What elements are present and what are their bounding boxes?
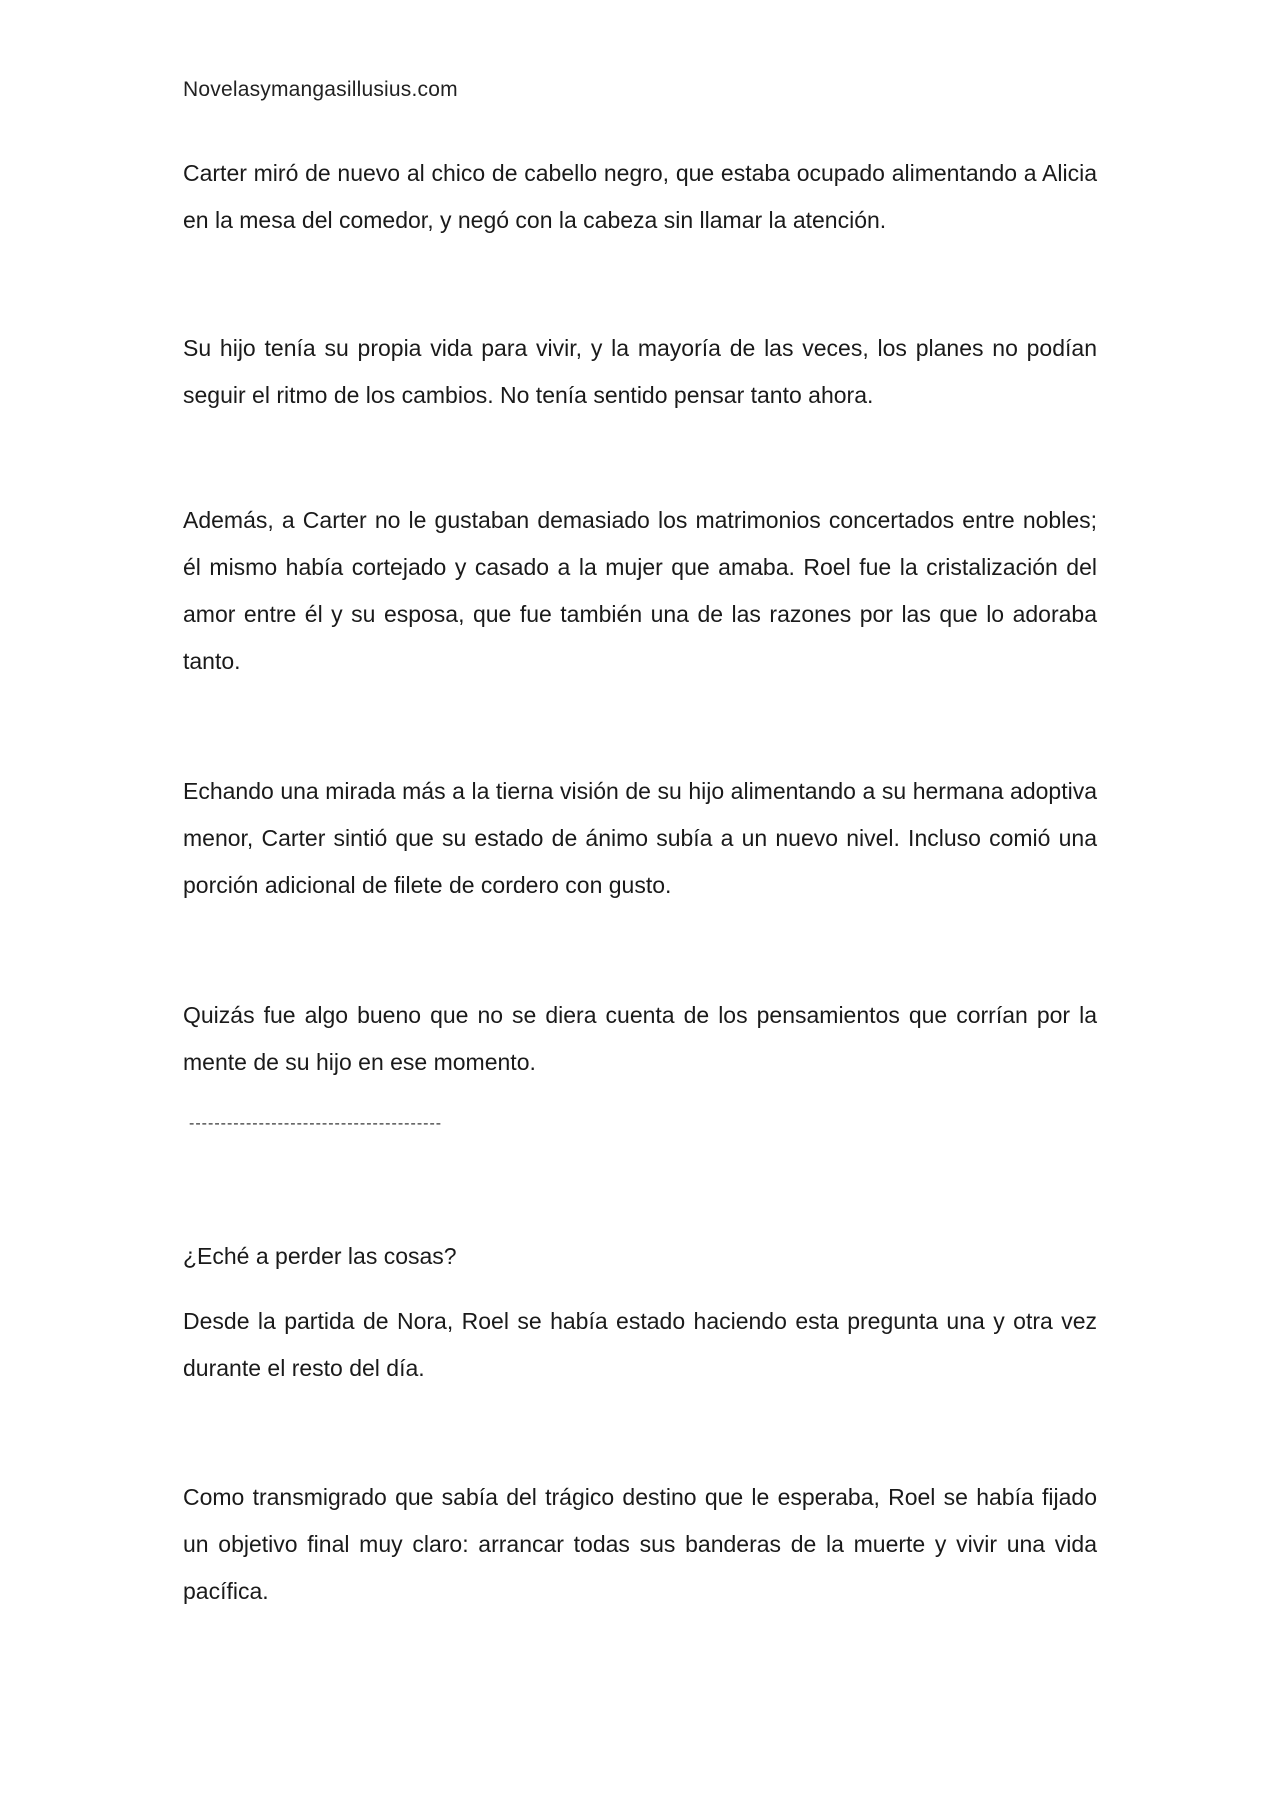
paragraph-3: Además, a Carter no le gustaban demasiado los matrimonios concertados entre nobles; él mismo había cortejado y casado a la mujer que amaba. Roel fue la cristalización del amor entre él y su esposa, que fue también una de las razones por las que lo adoraba tanto. xyxy=(183,507,1097,674)
site-header: Novelasymangasillusius.com xyxy=(183,78,458,101)
paragraph-8: Como transmigrado que sabía del trágico destino que le esperaba, Roel se había fijado un objetivo final muy claro: arrancar todas sus banderas de la muerte y vivir una vida pacífica. xyxy=(183,1484,1097,1604)
paragraph-4: Echando una mirada más a la tierna visión de su hijo alimentando a su hermana adoptiva menor, Carter sintió que su estado de ánimo subía a un nuevo nivel. Incluso comió una porción adicional de filete de cordero con gusto. xyxy=(183,778,1097,898)
paragraph-7: Desde la partida de Nora, Roel se había estado haciendo esta pregunta una y otra vez durante el resto del día. xyxy=(183,1308,1097,1381)
paragraph-5: Quizás fue algo bueno que no se diera cuenta de los pensamientos que corrían por la mente de su hijo en ese momento. xyxy=(183,1002,1097,1075)
paragraph-6: ¿Eché a perder las cosas? xyxy=(183,1243,457,1269)
paragraph-2: Su hijo tenía su propia vida para vivir, y la mayoría de las veces, los planes no podían seguir el ritmo de los cambios. No tenía sentido pensar tanto ahora. xyxy=(183,335,1097,408)
paragraph-1: Carter miró de nuevo al chico de cabello negro, que estaba ocupado alimentando a Alicia en la mesa del comedor, y negó con la cabeza sin llamar la atención. xyxy=(183,160,1097,233)
section-divider: ---------------------------------------- xyxy=(189,1115,443,1132)
